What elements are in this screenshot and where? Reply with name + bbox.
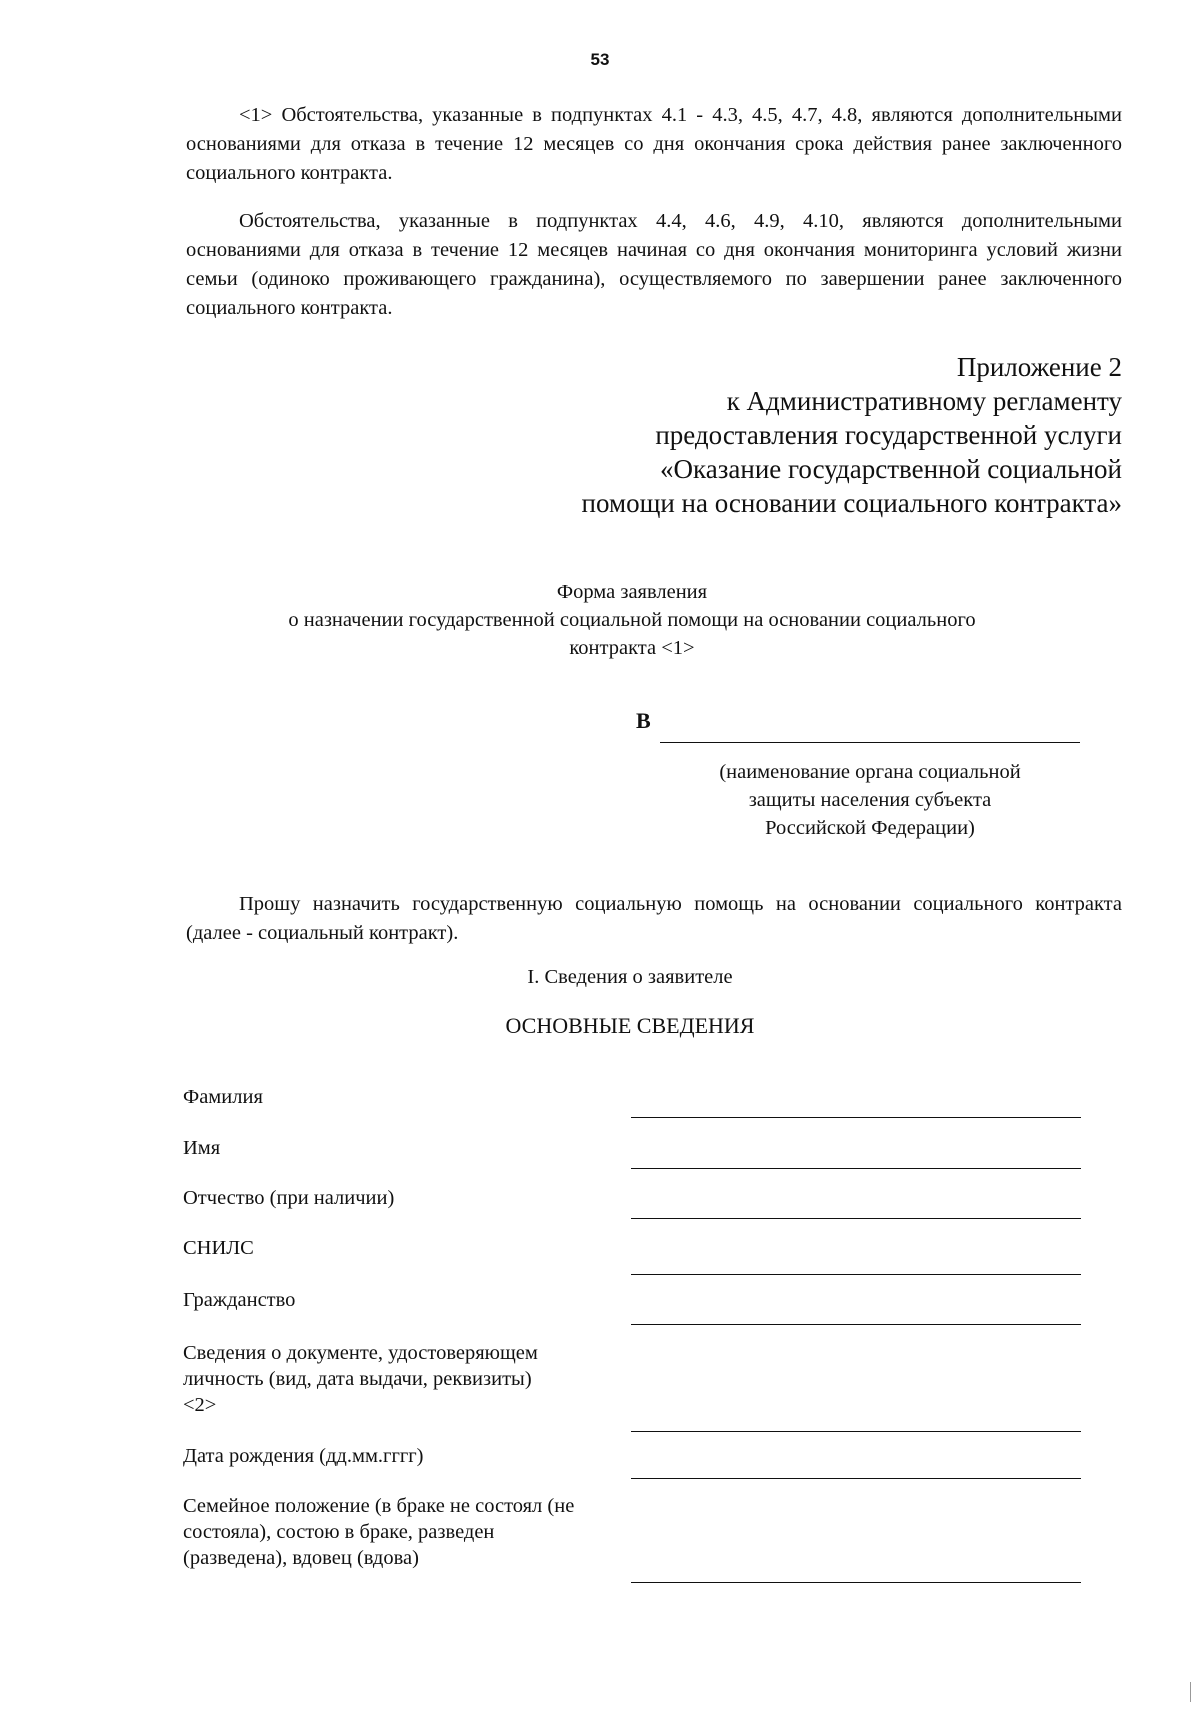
field-label: Фамилия [183, 1086, 263, 1108]
appendix-line: предоставления государственной услуги [655, 420, 1122, 450]
name-field[interactable] [631, 1168, 1081, 1169]
scan-edge-mark [1190, 1682, 1191, 1702]
field-row-birth-date [183, 1443, 1083, 1479]
caption-line: Российской Федерации) [765, 817, 975, 839]
identity-document-field[interactable] [631, 1431, 1081, 1432]
appendix-line: Приложение 2 [956, 352, 1122, 382]
field-label: Гражданство [183, 1289, 296, 1311]
birth-date-field[interactable] [631, 1478, 1081, 1479]
basic-info-heading: ОСНОВНЫЕ СВЕДЕНИЯ [505, 1013, 755, 1038]
field-row-surname [183, 1084, 1083, 1118]
patronymic-field[interactable] [631, 1218, 1081, 1219]
caption-line: (наименование органа социальной [719, 761, 1021, 783]
surname-field[interactable] [631, 1117, 1081, 1118]
field-label: СНИЛС [183, 1237, 254, 1259]
addressee-caption [660, 758, 1080, 842]
form-title [186, 578, 1078, 662]
marital-status-field[interactable] [631, 1582, 1081, 1583]
request-paragraph: Прошу назначить государственную социальную помощь на основании социального контракта (далее - социальный контракт). [186, 893, 1122, 944]
appendix-line: к Административному регламенту [726, 386, 1122, 416]
appendix-line: помощи на основании социального контракта» [581, 488, 1122, 518]
snils-field[interactable] [631, 1274, 1081, 1275]
field-row-patronymic [183, 1185, 1083, 1219]
page-number: 53 [590, 50, 610, 69]
form-title-line: о назначении государственной социальной помощи на основании социального [288, 609, 976, 631]
citizenship-field[interactable] [631, 1324, 1081, 1325]
appendix-block [502, 350, 1122, 520]
field-row-citizenship [183, 1287, 1083, 1325]
field-label: Имя [183, 1137, 221, 1159]
field-row-snils [183, 1235, 1083, 1275]
field-row-name [183, 1135, 1083, 1169]
field-label: Семейное положение (в браке не состоял (не состояла), состою в браке, разведен (разведена), вдовец (вдова) [183, 1495, 575, 1569]
form-title-line: Форма заявления [556, 581, 708, 603]
section-heading: I. Сведения о заявителе [527, 966, 733, 988]
field-label: Дата рождения (дд.мм.гггг) [183, 1445, 424, 1467]
field-label: Отчество (при наличии) [183, 1187, 395, 1209]
note-paragraph-1: <1> Обстоятельства, указанные в подпунктах 4.1 - 4.3, 4.5, 4.7, 4.8, являются дополнительными основаниями для отказа в течение 12 месяцев со дня окончания срока действия ранее заключенного социального контракта. [186, 104, 1122, 184]
addressee-blank-line[interactable] [660, 742, 1080, 743]
field-label: Сведения о документе, удостоверяющем личность (вид, дата выдачи, реквизиты) <2> [183, 1342, 538, 1416]
appendix-line: «Оказание государственной социальной [660, 454, 1122, 484]
field-row-identity-document [183, 1340, 1083, 1432]
caption-line: защиты населения субъекта [748, 789, 992, 811]
note-paragraph-2: Обстоятельства, указанные в подпунктах 4.4, 4.6, 4.9, 4.10, являются дополнительными основаниями для отказа в течение 12 месяцев начиная со дня окончания мониторинга условий жизни семьи (одиноко проживающего гражданина), осуществляемого по завершении ранее заключенного социального контракта. [186, 210, 1122, 319]
field-row-marital-status [183, 1493, 1083, 1583]
form-title-line: контракта <1> [569, 637, 695, 659]
addressee-prefix: В [636, 708, 651, 733]
